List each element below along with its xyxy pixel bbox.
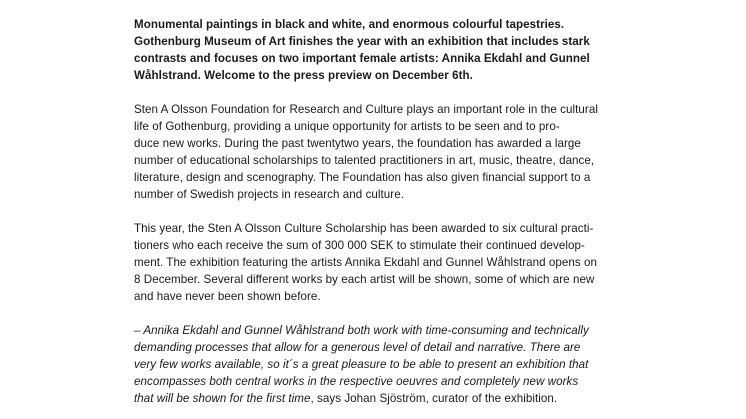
scholarship-paragraph [134, 220, 624, 305]
intro-line: contrasts and focuses on two important female artists: Annika Ekdahl and Gunnel [134, 52, 590, 65]
quote-attribution: , says Johan Sjöström, curator of the exhibition. [310, 392, 558, 405]
quote-line: encompasses both central works in the respective oeuvres and completely new works [134, 375, 579, 388]
quote-line: very few works available, so it´s a great pleasure to be able to present an exhibition that [134, 358, 589, 371]
scholarship-line: 8 December. Several different works by each artist will be shown, some of which are new [134, 273, 595, 286]
intro-paragraph [134, 16, 624, 84]
foundation-line: literature, design and scenography. The Foundation has also given financial support to a [134, 171, 591, 184]
scholarship-line: and have never been shown before. [134, 290, 321, 303]
intro-line: Gothenburg Museum of Art finishes the year with an exhibition that includes stark [134, 35, 590, 48]
scholarship-line: This year, the Sten A Olsson Culture Scholarship has been awarded to six cultural practi- [134, 222, 594, 235]
foundation-line: number of Swedish projects in research and culture. [134, 188, 404, 201]
foundation-line: number of educational scholarships to talented practitioners in art, music, theatre, dance, [134, 154, 595, 167]
intro-line: Monumental paintings in black and white, and enormous colourful tapestries. [134, 18, 565, 31]
scholarship-line: tioners who each receive the sum of 300 000 SEK to stimulate their continued develop- [134, 239, 585, 252]
foundation-line: life of Gothenburg, providing a unique opportunity for artists to be seen and to pro- [134, 120, 560, 133]
quote-line: that will be shown for the first time [134, 392, 311, 405]
foundation-paragraph [134, 101, 624, 203]
intro-line: Wåhlstrand. Welcome to the press preview on December 6th. [134, 69, 473, 82]
foundation-line: Sten A Olsson Foundation for Research and Culture plays an important role in the cultural [134, 103, 598, 116]
scholarship-line: ment. The exhibition featuring the artists Annika Ekdahl and Gunnel Wåhlstrand opens on [134, 256, 598, 269]
quote-line: – Annika Ekdahl and Gunnel Wåhlstrand both work with time-consuming and technically [134, 324, 589, 337]
quote-last-line [134, 390, 624, 407]
quote-line: demanding processes that allow for a generous level of detail and narrative. There are [134, 341, 581, 354]
foundation-line: duce new works. During the past twentytwo years, the foundation has awarded a large [134, 137, 581, 150]
quote-paragraph [134, 322, 624, 407]
